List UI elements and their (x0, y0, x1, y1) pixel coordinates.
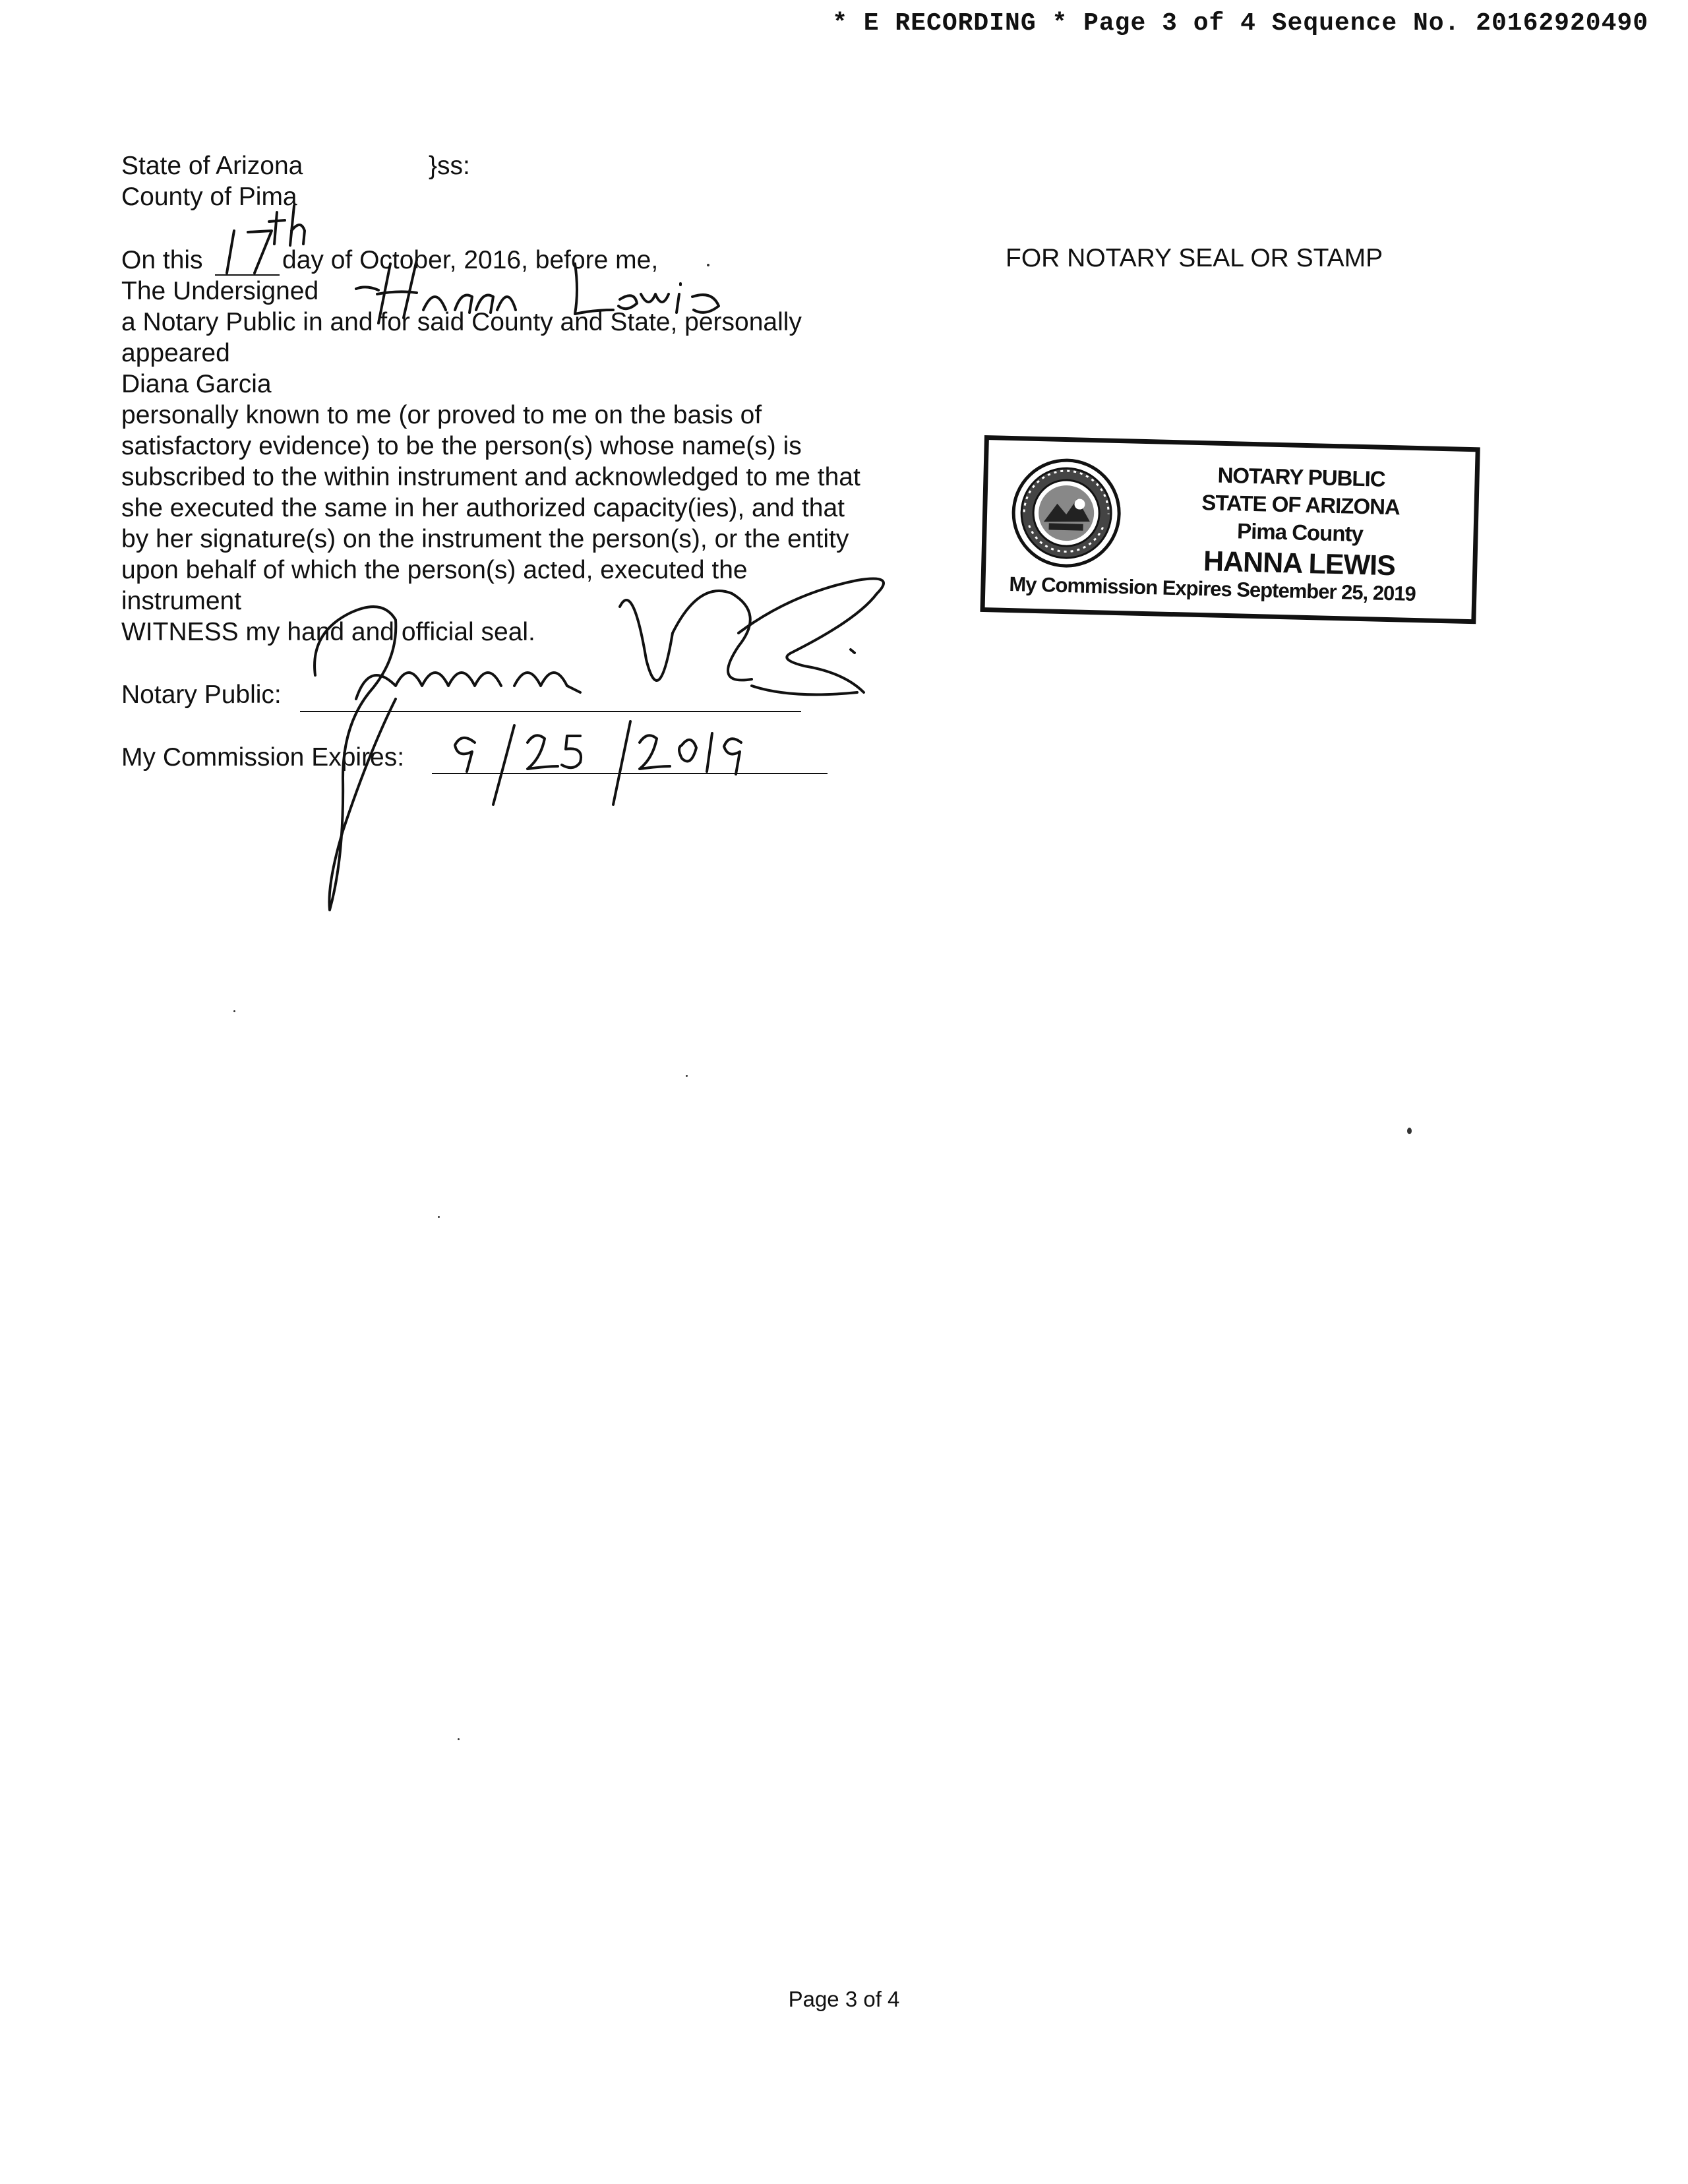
witness-line: WITNESS my hand and official seal. (121, 618, 535, 646)
body-line-2: satisfactory evidence) to be the person(s) whose name(s) is (121, 432, 802, 460)
county-line: County of Pima (121, 183, 297, 211)
scan-speck (1407, 1128, 1412, 1134)
notary-line: a Notary Public in and for said County and State, personally (121, 308, 802, 336)
recording-header: * E RECORDING * Page 3 of 4 Sequence No. 20162920490 (832, 9, 1648, 38)
scan-speck (438, 1216, 440, 1218)
arizona-state-seal-icon (1010, 456, 1123, 570)
body-line-4: she executed the same in her authorized capacity(ies), and that (121, 494, 845, 522)
body-line-3: subscribed to the within instrument and acknowledged to me that (121, 463, 860, 491)
body-line-5: by her signature(s) on the instrument the person(s), or the entity (121, 525, 849, 553)
on-this-prefix: On this (121, 246, 203, 274)
handwritten-expiration-date (455, 721, 741, 804)
notary-public-label: Notary Public: (121, 681, 282, 709)
scan-speck (233, 1010, 235, 1012)
signer-name: Diana Garcia (121, 370, 272, 398)
notary-stamp (980, 435, 1480, 624)
notary-signature-line (300, 711, 801, 712)
day-suffix: day of October, 2016, before me, (282, 246, 659, 274)
stamp-state: STATE OF ARIZONA (1201, 490, 1401, 520)
stamp-expiration: My Commission Expires September 25, 2019 (1009, 572, 1416, 606)
body-line-7: instrument (121, 587, 242, 615)
stamp-title: NOTARY PUBLIC (1217, 462, 1386, 491)
appeared-line: appeared (121, 339, 230, 367)
body-line-1: personally known to me (or proved to me on the basis of (121, 401, 762, 429)
scan-speck (458, 1738, 460, 1740)
seal-area-label: FOR NOTARY SEAL OR STAMP (1006, 244, 1383, 272)
scan-speck (686, 1075, 688, 1077)
undersigned-label: The Undersigned (121, 277, 319, 305)
scan-speck (707, 264, 709, 266)
commission-date-line (432, 773, 828, 774)
commission-expires-label: My Commission Expires: (121, 743, 405, 772)
stamp-text-block (1144, 460, 1457, 584)
ss-mark: }ss: (429, 152, 470, 180)
page-footer: Page 3 of 4 (788, 1987, 900, 2011)
stamp-notary-name: HANNA LEWIS (1203, 545, 1396, 582)
stamp-county: Pima County (1236, 518, 1364, 547)
state-line: State of Arizona (121, 152, 303, 180)
body-line-6: upon behalf of which the person(s) acted, executed the (121, 556, 748, 584)
